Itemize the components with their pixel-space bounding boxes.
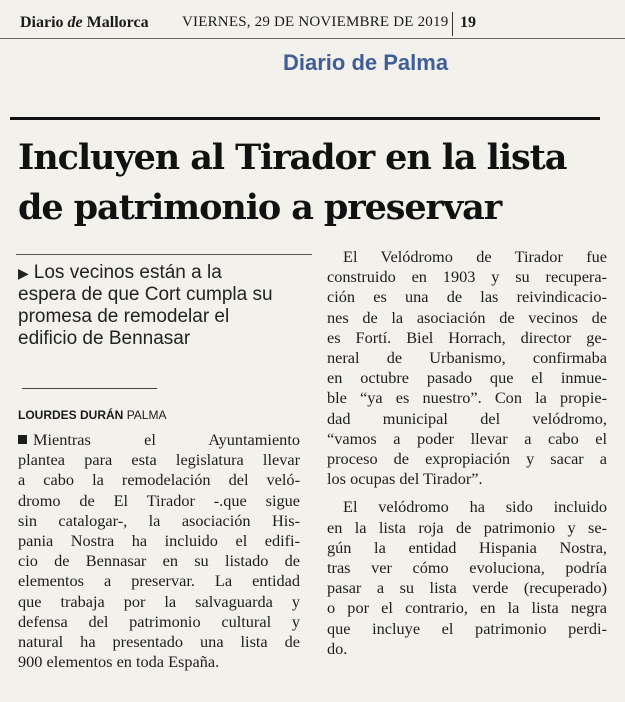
body-line: defensa del patrimonio cultural y bbox=[18, 611, 300, 631]
body-column-left bbox=[18, 430, 300, 672]
headline-rule bbox=[10, 117, 600, 120]
body-line: ble “ya es nuestro”. Con la propie- bbox=[327, 388, 607, 408]
square-bullet-icon bbox=[18, 435, 27, 444]
masthead bbox=[20, 8, 625, 38]
body-line: construido en 1903 y su recupera- bbox=[327, 267, 607, 287]
body-line: pania Nostra ha incluido el edifi- bbox=[18, 531, 300, 551]
headline-line: de patrimonio a preservar bbox=[18, 187, 502, 228]
body-line: nes de la asociación de vecinos de bbox=[327, 307, 607, 327]
body-line: que trabaja por la salvaguarda y bbox=[18, 591, 300, 611]
issue-date: VIERNES, 29 DE NOVIEMBRE DE 2019 bbox=[182, 14, 449, 30]
body-line: dromo de El Tirador -.que sigue bbox=[18, 490, 300, 510]
publication-name: Diario de Mallorca bbox=[20, 14, 149, 31]
page-number: 19 bbox=[460, 14, 476, 31]
body-line: Mientras el Ayuntamiento bbox=[18, 430, 300, 450]
body-line: 900 elementos en toda España. bbox=[18, 652, 220, 672]
body-line: elementos a preservar. La entidad bbox=[18, 571, 300, 591]
body-line: los ocupas del Tirador”. bbox=[327, 469, 483, 489]
section-title: Diario de Palma bbox=[283, 50, 449, 75]
masthead-divider bbox=[452, 12, 453, 36]
body-line: El Velódromo de Tirador fue bbox=[343, 247, 607, 266]
masthead-rule bbox=[0, 38, 625, 39]
body-line: dad municipal del velódromo, bbox=[327, 408, 607, 428]
subhead-line: espera de que Cort cumpla su bbox=[18, 284, 273, 305]
body-line: natural ha presentado una lista de bbox=[18, 632, 300, 652]
body-line: en la lista roja de patrimonio y se- bbox=[327, 517, 607, 537]
subhead-line: edificio de Bennasar bbox=[18, 328, 191, 349]
body-line: sin catalogar-, la asociación His- bbox=[18, 510, 300, 530]
subhead-line: ▶ Los vecinos están a la bbox=[18, 262, 222, 283]
headline-line: Incluyen al Tirador en la lista bbox=[18, 137, 567, 178]
body-line: neral de Urbanismo, confirmaba bbox=[327, 348, 607, 368]
byline-place: PALMA bbox=[126, 408, 167, 422]
subhead-divider bbox=[16, 254, 312, 255]
body-line: que incluye el patrimonio perdi- bbox=[327, 618, 607, 638]
body-line: proceso de expropiación y sacar a bbox=[327, 449, 607, 469]
byline bbox=[18, 408, 166, 422]
body-line: tras ver cómo evoluciona, podría bbox=[327, 558, 607, 578]
paragraph-gap bbox=[327, 489, 607, 497]
byline-rule bbox=[22, 388, 157, 389]
body-line: o por el contrario, en la lista negra bbox=[327, 598, 607, 618]
body-line: “vamos a poder llevar a cabo el bbox=[327, 428, 607, 448]
subhead-line: promesa de remodelar el bbox=[18, 306, 230, 327]
body-line: El velódromo ha sido incluido bbox=[343, 497, 607, 517]
body-line: cio de Bennasar en su listado de bbox=[18, 551, 300, 571]
body-line: gún la entidad Hispania Nostra, bbox=[327, 537, 607, 557]
body-line: a cabo la remodelación del veló- bbox=[18, 470, 300, 490]
body-line: en octubre pasado que el inmue- bbox=[327, 368, 607, 388]
body-line: plantea para esta legislatura llevar bbox=[18, 450, 300, 470]
body-line: ción es una de las reivindicacio- bbox=[327, 287, 607, 307]
body-column-right bbox=[327, 247, 607, 659]
subhead bbox=[18, 262, 310, 350]
body-line: pasar a su lista verde (recuperado) bbox=[327, 578, 607, 598]
body-line: do. bbox=[327, 638, 348, 658]
body-line: es Fortí. Biel Horrach, director ge- bbox=[327, 327, 607, 347]
byline-author: LOURDES DURÁN bbox=[18, 408, 124, 422]
triangle-bullet-icon: ▶ bbox=[18, 265, 29, 281]
headline bbox=[18, 133, 618, 233]
